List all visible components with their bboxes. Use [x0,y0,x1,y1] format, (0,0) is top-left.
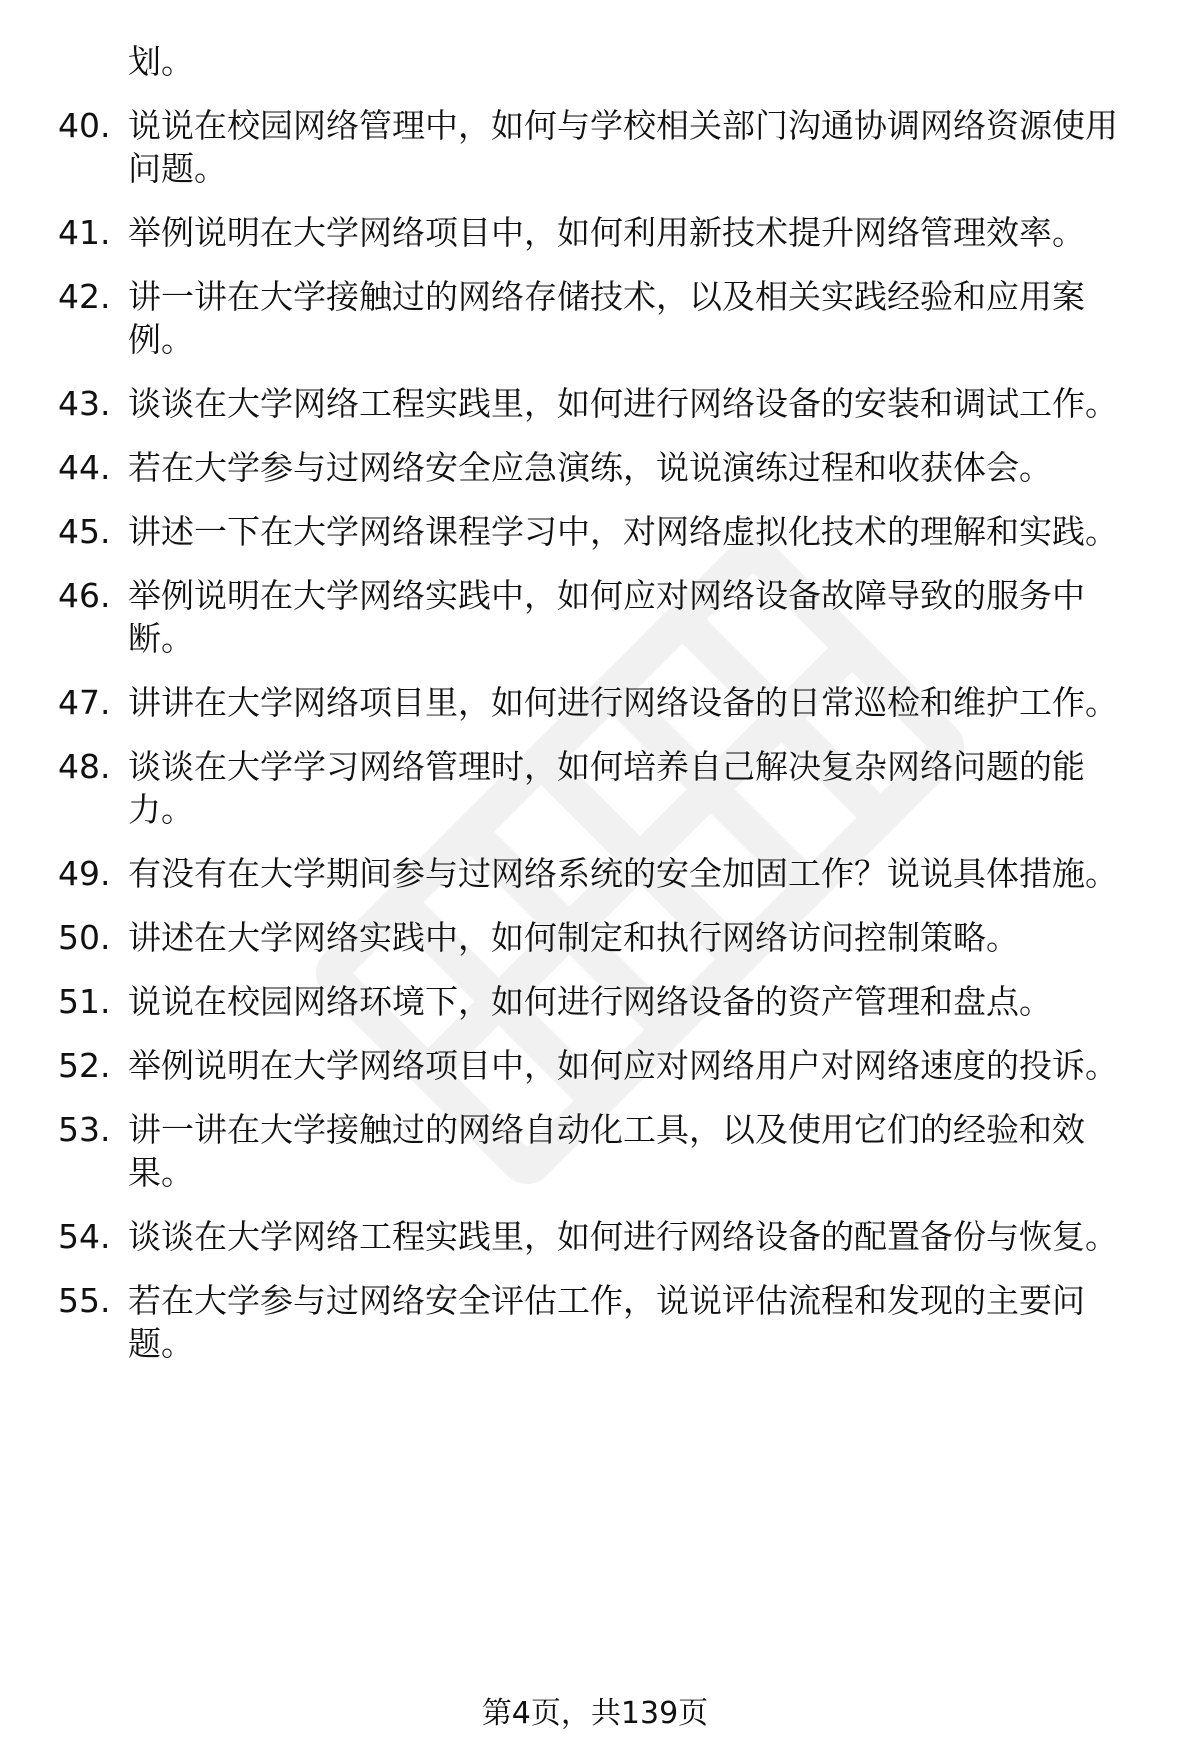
question-text: 谈谈在大学学习网络管理时，如何培养自己解决复杂网络问题的能力。 [128,747,1085,829]
continuation-line [58,40,1148,83]
question-text: 说说在校园网络管理中，如何与学校相关部门沟通协调网络资源使用问题。 [128,106,1118,188]
question-text: 举例说明在大学网络实践中，如何应对网络设备故障导致的服务中断。 [128,576,1085,658]
question-text: 讲述在大学网络实践中，如何制定和执行网络访问控制策略。 [128,918,1019,957]
question-number: 40. [58,106,111,145]
question-number: 46. [58,576,111,615]
question-number: 54. [58,1217,111,1256]
list-item [58,852,1148,895]
question-text: 若在大学参与过网络安全评估工作，说说评估流程和发现的主要问题。 [128,1281,1085,1363]
question-number: 49. [58,854,111,893]
list-item [58,1215,1148,1258]
list-item [58,275,1148,361]
list-item [58,1108,1148,1194]
question-text: 讲一讲在大学接触过的网络自动化工具，以及使用它们的经验和效果。 [128,1110,1085,1192]
list-item [58,1279,1148,1365]
question-text: 谈谈在大学网络工程实践里，如何进行网络设备的配置备份与恢复。 [128,1217,1118,1256]
question-text: 讲讲在大学网络项目里，如何进行网络设备的日常巡检和维护工作。 [128,683,1118,722]
question-number: 41. [58,213,111,252]
question-number: 48. [58,747,111,786]
question-number: 44. [58,448,111,487]
question-number: 51. [58,982,111,1021]
list-item [58,574,1148,660]
question-number: 50. [58,918,111,957]
list-item [58,1044,1148,1087]
question-number: 47. [58,683,111,722]
list-item [58,916,1148,959]
question-text: 讲一讲在大学接触过的网络存储技术，以及相关实践经验和应用案例。 [128,277,1085,359]
question-list [58,40,1148,1386]
list-item [58,211,1148,254]
question-text: 若在大学参与过网络安全应急演练，说说演练过程和收获体会。 [128,448,1052,487]
question-text: 有没有在大学期间参与过网络系统的安全加固工作？说说具体措施。 [128,854,1118,893]
list-item [58,104,1148,190]
question-number: 45. [58,512,111,551]
question-number: 55. [58,1281,111,1320]
question-text: 举例说明在大学网络项目中，如何利用新技术提升网络管理效率。 [128,213,1085,252]
question-text: 说说在校园网络环境下，如何进行网络设备的资产管理和盘点。 [128,982,1052,1021]
question-number: 43. [58,384,111,423]
list-item [58,745,1148,831]
question-number: 53. [58,1110,111,1149]
list-item [58,382,1148,425]
question-number: 52. [58,1046,111,1085]
list-item [58,980,1148,1023]
question-text: 讲述一下在大学网络课程学习中，对网络虚拟化技术的理解和实践。 [128,512,1118,551]
question-text: 谈谈在大学网络工程实践里，如何进行网络设备的安装和调试工作。 [128,384,1118,423]
list-item [58,510,1148,553]
list-item [58,446,1148,489]
continuation-text: 划。 [128,42,194,81]
question-text: 举例说明在大学网络项目中，如何应对网络用户对网络速度的投诉。 [128,1046,1118,1085]
list-item [58,681,1148,724]
page-footer: 第4页，共139页 [481,1696,709,1731]
question-number: 42. [58,277,111,316]
